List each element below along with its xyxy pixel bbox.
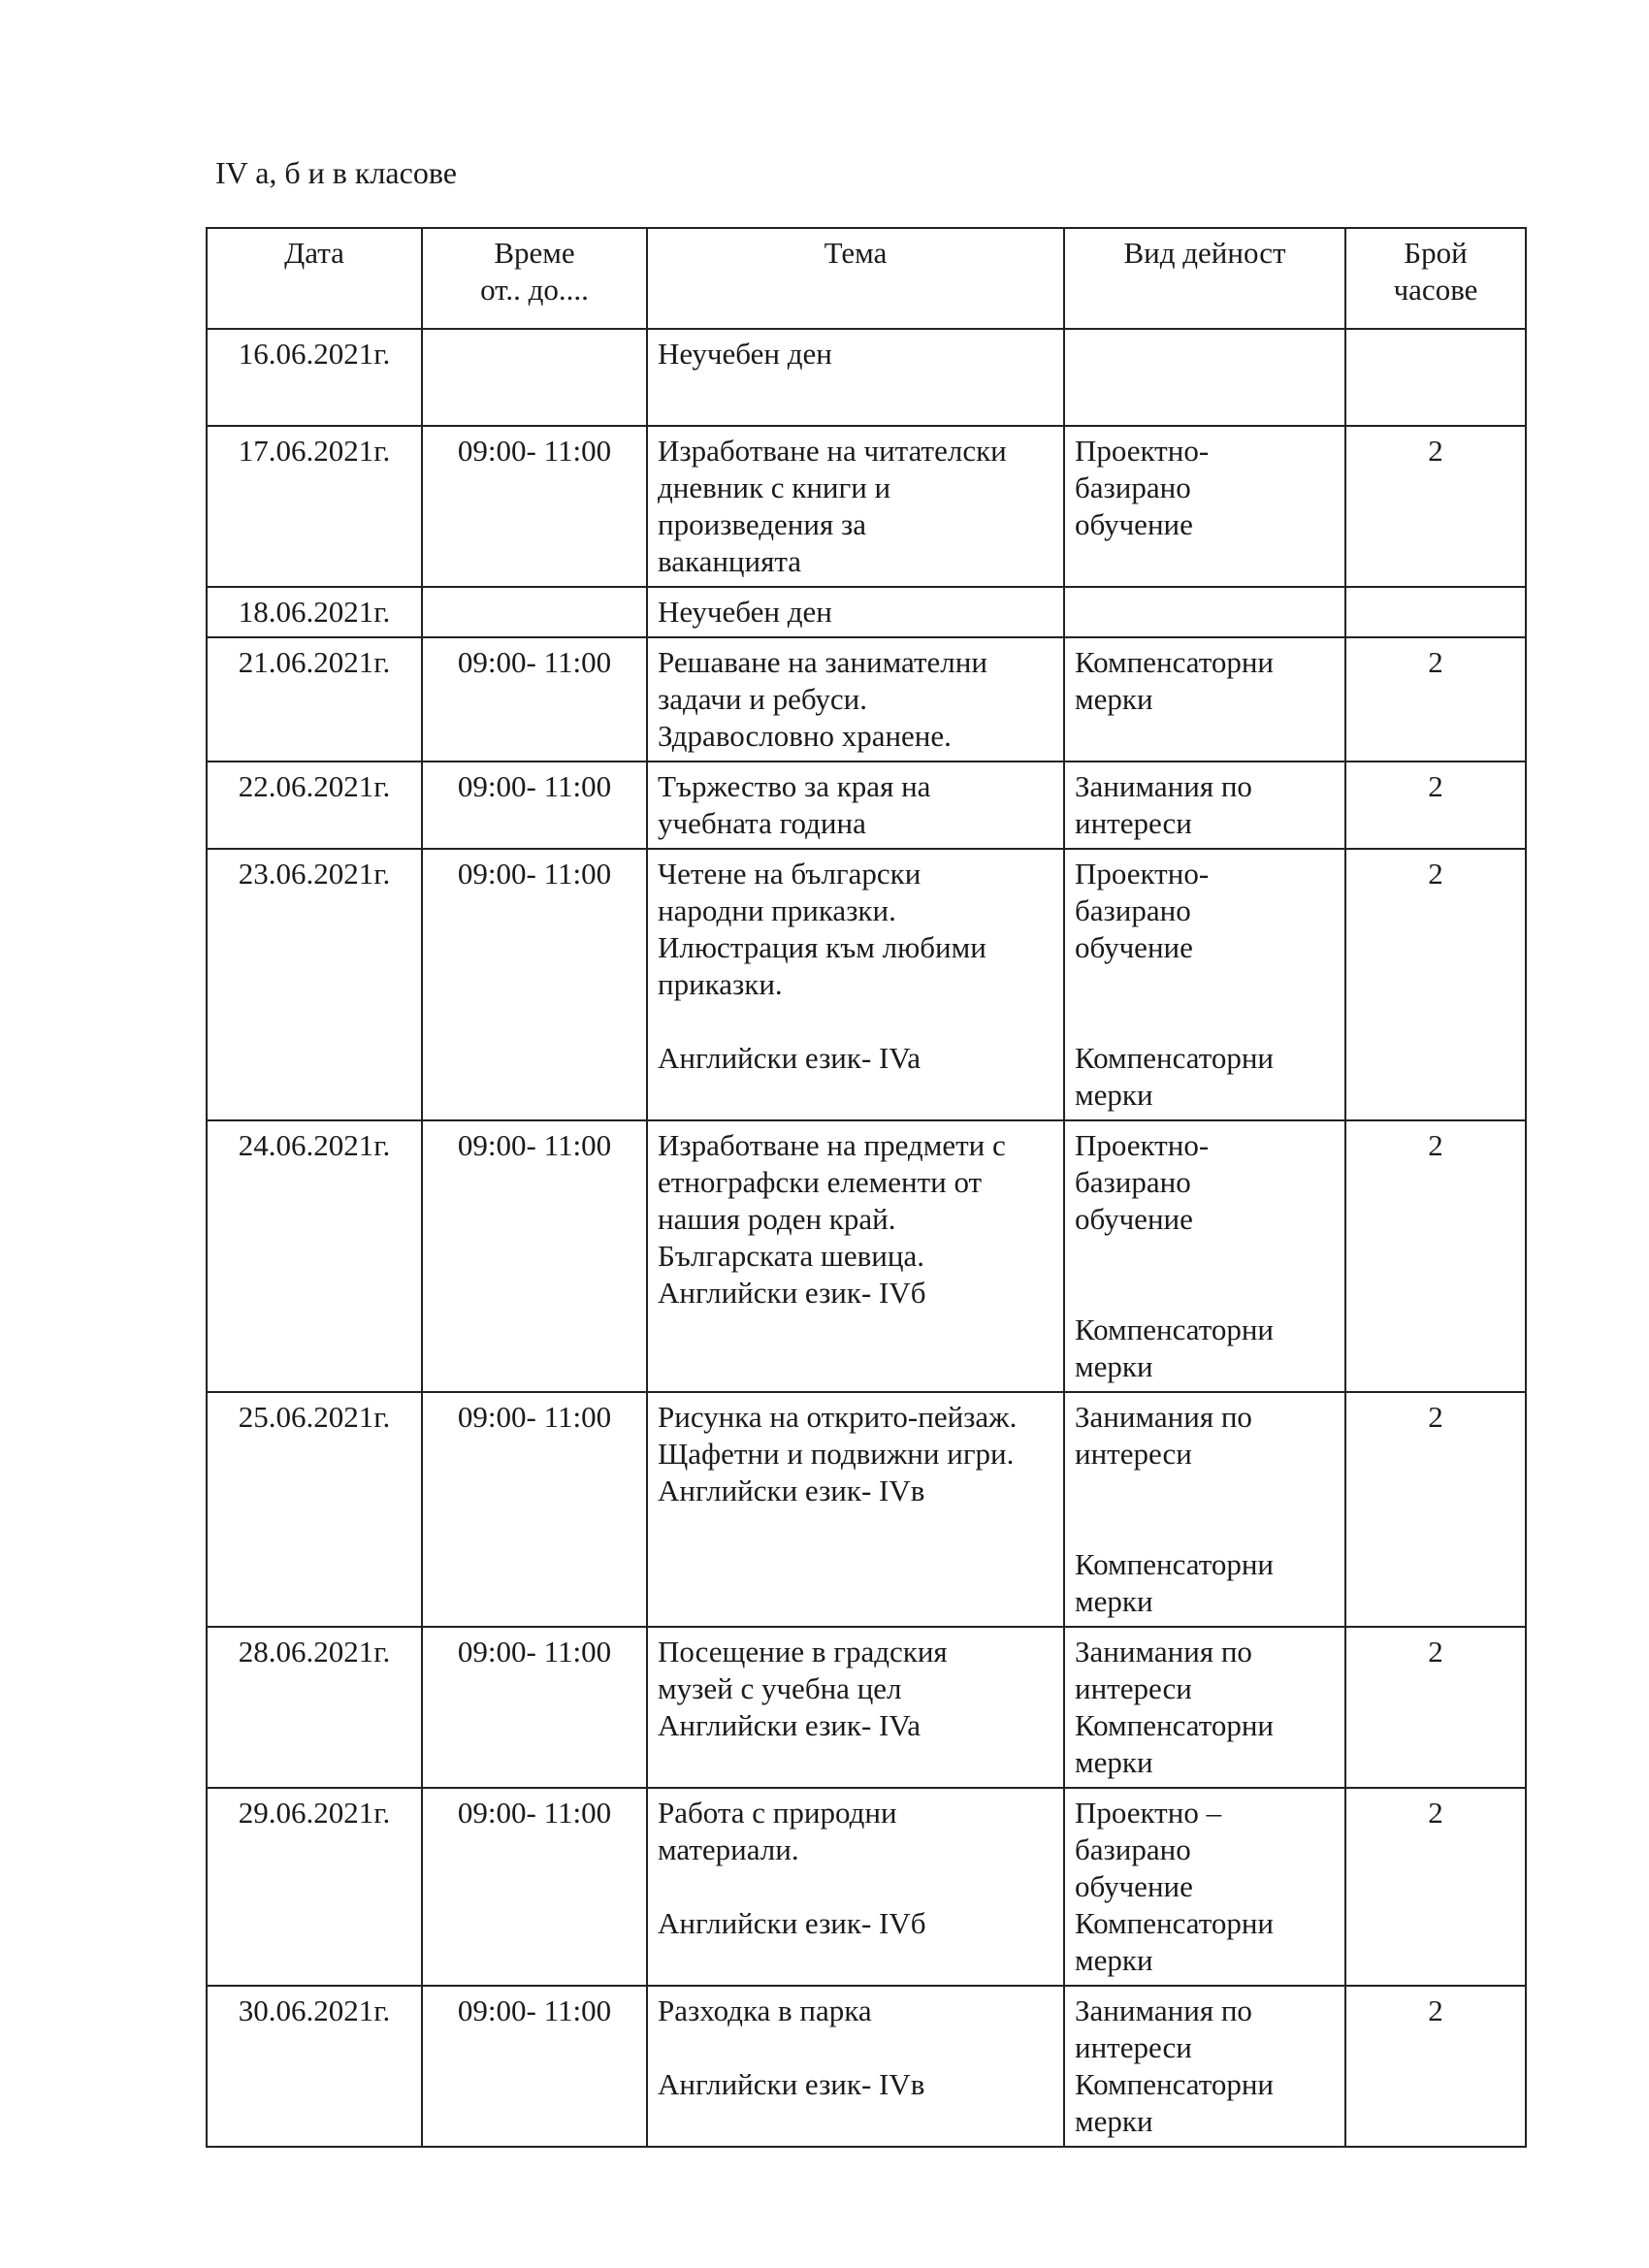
cell-date: 18.06.2021г.: [207, 587, 422, 637]
cell-hours: 2: [1345, 1627, 1526, 1788]
theme-line: Посещение в градския: [658, 1635, 948, 1669]
theme-line: Английски език- IVв: [658, 2067, 925, 2101]
activity-line: мерки: [1075, 1584, 1153, 1618]
theme-line: Илюстрация към любими: [658, 930, 986, 964]
cell-date: 25.06.2021г.: [207, 1392, 422, 1627]
cell-activity: [1064, 1627, 1345, 1788]
cell-hours: 2: [1345, 1986, 1526, 2147]
theme-line: Щафетни и подвижни игри.: [658, 1437, 1015, 1471]
theme-line: Рисунка на открито-пейзаж.: [658, 1400, 1018, 1434]
theme-line: Разходка в парка: [658, 1993, 872, 2027]
activity-line: обучение: [1075, 1202, 1193, 1236]
cell-hours: [1345, 329, 1526, 426]
cell-activity: [1064, 426, 1345, 587]
cell-theme: [647, 637, 1064, 761]
table-row: [207, 329, 1526, 426]
cell-date: 21.06.2021г.: [207, 637, 422, 761]
cell-time: 09:00- 11:00: [422, 426, 647, 587]
theme-line: Четене на български: [658, 857, 922, 891]
activity-line: интереси: [1075, 1671, 1192, 1705]
cell-time: 09:00- 11:00: [422, 1392, 647, 1627]
cell-date: 29.06.2021г.: [207, 1788, 422, 1986]
table-row: [207, 761, 1526, 849]
theme-line: учебната година: [658, 806, 866, 840]
cell-time: 09:00- 11:00: [422, 1986, 647, 2147]
activity-line: [1075, 1509, 1335, 1546]
table-row: [207, 587, 1526, 637]
theme-line: [658, 2029, 1053, 2066]
activity-line: Занимания по: [1075, 1400, 1252, 1434]
cell-date: 24.06.2021г.: [207, 1120, 422, 1392]
cell-theme: [647, 1120, 1064, 1392]
activity-line: Проектно-: [1075, 1128, 1210, 1162]
cell-activity: [1064, 1788, 1345, 1986]
cell-date: 17.06.2021г.: [207, 426, 422, 587]
page-heading: IV а, б и в класове: [215, 155, 457, 190]
cell-date: 22.06.2021г.: [207, 761, 422, 849]
activity-line: Компенсаторни: [1075, 645, 1275, 679]
activity-line: базирано: [1075, 1832, 1191, 1866]
table-row: [207, 637, 1526, 761]
cell-date: 16.06.2021г.: [207, 329, 422, 426]
cell-theme: [647, 1986, 1064, 2147]
activity-line: Компенсаторни: [1075, 1906, 1275, 1940]
cell-hours: 2: [1345, 426, 1526, 587]
cell-hours: [1345, 587, 1526, 637]
activity-line: мерки: [1075, 1078, 1153, 1112]
activity-line: интереси: [1075, 1437, 1192, 1471]
activity-line: [1075, 1238, 1335, 1275]
theme-line: материали.: [658, 1832, 799, 1866]
theme-line: Българската шевица.: [658, 1239, 924, 1273]
theme-line: Тържество за края на: [658, 769, 931, 803]
cell-theme: [647, 1392, 1064, 1627]
header-hours: Брой часове: [1345, 228, 1526, 329]
header-activity: Вид дейност: [1064, 228, 1345, 329]
activity-line: обучение: [1075, 1869, 1193, 1903]
activity-line: Компенсаторни: [1075, 2067, 1275, 2101]
theme-line: ваканцията: [658, 544, 802, 578]
theme-line: Изработване на предмети с: [658, 1128, 1006, 1162]
cell-theme: [647, 426, 1064, 587]
cell-time: 09:00- 11:00: [422, 1120, 647, 1392]
theme-line: Английски език- IVa: [658, 1708, 922, 1742]
theme-line: Здравословно хранене.: [658, 719, 952, 753]
cell-theme: [647, 329, 1064, 426]
cell-hours: 2: [1345, 637, 1526, 761]
cell-theme: [647, 1788, 1064, 1986]
cell-theme: [647, 761, 1064, 849]
table-row: [207, 1986, 1526, 2147]
activity-line: Занимания по: [1075, 1635, 1252, 1669]
header-date: Дата: [207, 228, 422, 329]
cell-time: 09:00- 11:00: [422, 761, 647, 849]
activity-line: Компенсаторни: [1075, 1312, 1275, 1346]
theme-line: Английски език- IVa: [658, 1041, 922, 1075]
theme-line: Решаване на занимателни: [658, 645, 987, 679]
cell-time: 09:00- 11:00: [422, 637, 647, 761]
table-row: [207, 1627, 1526, 1788]
theme-line: [658, 1868, 1053, 1905]
theme-line: [658, 1003, 1053, 1040]
cell-hours: 2: [1345, 761, 1526, 849]
cell-time: 09:00- 11:00: [422, 1788, 647, 1986]
activity-line: мерки: [1075, 2104, 1153, 2138]
table-row: [207, 426, 1526, 587]
cell-hours: 2: [1345, 849, 1526, 1120]
cell-time: [422, 587, 647, 637]
activity-line: обучение: [1075, 507, 1193, 541]
activity-line: мерки: [1075, 682, 1153, 716]
cell-activity: [1064, 587, 1345, 637]
activity-line: Проектно-: [1075, 857, 1210, 891]
schedule-table: [206, 227, 1527, 2148]
activity-line: Компенсаторни: [1075, 1708, 1275, 1742]
activity-line: Компенсаторни: [1075, 1041, 1275, 1075]
theme-line: музей с учебна цел: [658, 1671, 902, 1705]
cell-date: 28.06.2021г.: [207, 1627, 422, 1788]
theme-line: задачи и ребуси.: [658, 682, 868, 716]
cell-date: 30.06.2021г.: [207, 1986, 422, 2147]
cell-hours: 2: [1345, 1788, 1526, 1986]
cell-activity: [1064, 1120, 1345, 1392]
activity-line: Занимания по: [1075, 769, 1252, 803]
cell-date: 23.06.2021г.: [207, 849, 422, 1120]
theme-line: Английски език- IVб: [658, 1276, 926, 1310]
header-time: Време от.. до....: [422, 228, 647, 329]
theme-line: Неучебен ден: [658, 337, 832, 371]
header-row: [207, 228, 1526, 329]
cell-hours: 2: [1345, 1120, 1526, 1392]
theme-line: Английски език- IVб: [658, 1906, 926, 1940]
table-row: [207, 1392, 1526, 1627]
theme-line: нашия роден край.: [658, 1202, 896, 1236]
activity-line: Проектно-: [1075, 434, 1210, 468]
activity-line: интереси: [1075, 2030, 1192, 2064]
activity-line: базирано: [1075, 893, 1191, 927]
theme-line: Неучебен ден: [658, 595, 832, 629]
cell-activity: [1064, 849, 1345, 1120]
theme-line: Изработване на читателски: [658, 434, 1007, 468]
activity-line: [1075, 1003, 1335, 1040]
theme-line: Работа с природни: [658, 1796, 897, 1830]
cell-theme: [647, 587, 1064, 637]
theme-line: произведения за: [658, 507, 866, 541]
activity-line: Занимания по: [1075, 1993, 1252, 2027]
activity-line: Компенсаторни: [1075, 1547, 1275, 1581]
cell-time: 09:00- 11:00: [422, 849, 647, 1120]
activity-line: мерки: [1075, 1943, 1153, 1977]
table-body: [207, 329, 1526, 2147]
cell-activity: [1064, 761, 1345, 849]
activity-line: мерки: [1075, 1745, 1153, 1779]
activity-line: [1075, 966, 1335, 1003]
header-theme: Тема: [647, 228, 1064, 329]
theme-line: дневник с книги и: [658, 470, 891, 504]
cell-time: [422, 329, 647, 426]
cell-theme: [647, 849, 1064, 1120]
activity-line: базирано: [1075, 1165, 1191, 1199]
theme-line: етнографски елементи от: [658, 1165, 983, 1199]
activity-line: базирано: [1075, 470, 1191, 504]
cell-time: 09:00- 11:00: [422, 1627, 647, 1788]
theme-line: приказки.: [658, 967, 783, 1001]
cell-activity: [1064, 1986, 1345, 2147]
table-row: [207, 1120, 1526, 1392]
activity-line: Проектно –: [1075, 1796, 1222, 1830]
activity-line: интереси: [1075, 806, 1192, 840]
activity-line: [1075, 1275, 1335, 1312]
table-row: [207, 1788, 1526, 1986]
theme-line: народни приказки.: [658, 893, 896, 927]
activity-line: [1075, 1473, 1335, 1509]
cell-hours: 2: [1345, 1392, 1526, 1627]
activity-line: мерки: [1075, 1349, 1153, 1383]
cell-activity: [1064, 1392, 1345, 1627]
cell-activity: [1064, 329, 1345, 426]
cell-theme: [647, 1627, 1064, 1788]
cell-activity: [1064, 637, 1345, 761]
theme-line: Английски език- IVв: [658, 1474, 925, 1507]
activity-line: обучение: [1075, 930, 1193, 964]
table-row: [207, 849, 1526, 1120]
